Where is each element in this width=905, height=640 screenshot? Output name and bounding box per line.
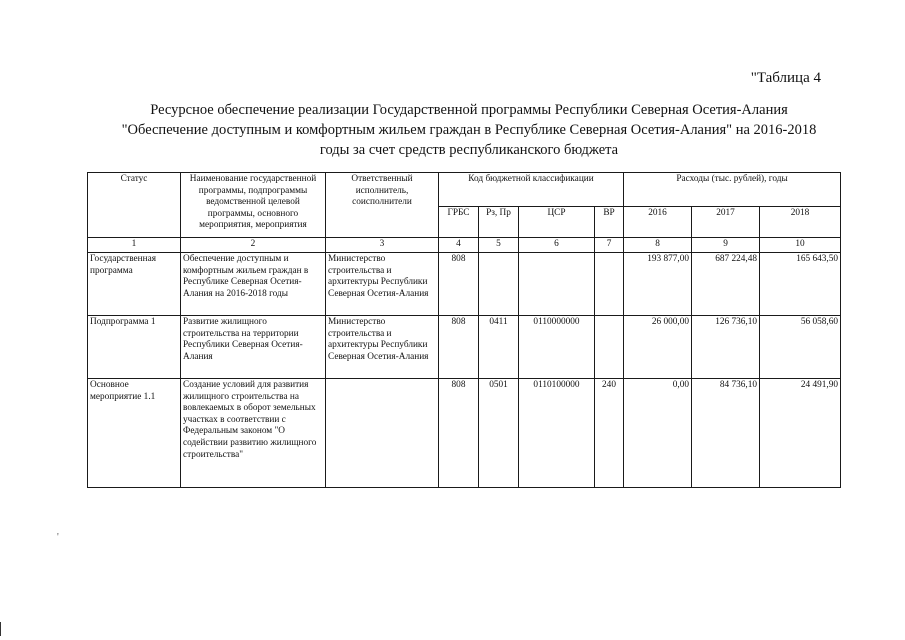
cell-status: Государственная программа: [88, 253, 181, 316]
cell-2018: 56 058,60: [760, 316, 841, 379]
header-csr: ЦСР: [519, 206, 595, 237]
cell-2018: 24 491,90: [760, 379, 841, 488]
cell-csr: 0110000000: [519, 316, 595, 379]
column-number: 6: [519, 238, 595, 253]
cell-csr: [519, 253, 595, 316]
column-number: 4: [439, 238, 479, 253]
header-expenses: Расходы (тыс. рублей), годы: [624, 173, 841, 207]
table-row: [88, 253, 841, 316]
cell-csr: 0110100000: [519, 379, 595, 488]
header-2017: 2017: [692, 206, 760, 237]
scan-edge-mark: [0, 622, 1, 636]
column-number: 7: [595, 238, 624, 253]
header-row-1: [88, 173, 841, 207]
cell-status: Подпрограмма 1: [88, 316, 181, 379]
header-status: Статус: [88, 173, 181, 238]
column-number: 5: [479, 238, 519, 253]
table-number-label: "Таблица 4: [750, 70, 821, 86]
cell-grbs: 808: [439, 379, 479, 488]
title-line-2: "Обеспечение доступным и комфортным жильем граждан в Республике Северная Осетия-Алания" на 2016-2018: [121, 122, 817, 138]
column-number: 3: [326, 238, 439, 253]
cell-rz-pr: 0411: [479, 316, 519, 379]
cell-executor: [326, 379, 439, 488]
column-number: 9: [692, 238, 760, 253]
column-number: 2: [181, 238, 326, 253]
cell-executor: Министерство строительства и архитектуры Республики Северная Осетия-Алания: [326, 253, 439, 316]
cell-2016: 0,00: [624, 379, 692, 488]
header-rz-pr: Рз, Пр: [479, 206, 519, 237]
cell-name: Развитие жилищного строительства на территории Республики Северная Осетия-Алания: [181, 316, 326, 379]
cell-2017: 126 736,10: [692, 316, 760, 379]
table-row: [88, 316, 841, 379]
column-number: 1: [88, 238, 181, 253]
header-name: Наименование государственной программы, подпрограммы ведомственной целевой программы, основного мероприятия, мероприятия: [181, 173, 326, 238]
table-row: [88, 379, 841, 488]
resource-table: [87, 172, 841, 488]
cell-vr: [595, 253, 624, 316]
header-budget-code: Код бюджетной классификации: [439, 173, 624, 207]
document-title: [110, 100, 828, 160]
cell-rz-pr: 0501: [479, 379, 519, 488]
header-2018: 2018: [760, 206, 841, 237]
cell-name: Создание условий для развития жилищного строительства на вовлекаемых в оборот земельных участках в соответствии с Федеральным законом "О содействии развитию жилищного строительства": [181, 379, 326, 488]
title-line-1: Ресурсное обеспечение реализации Государственной программы Республики Северная Осетия-Алания: [150, 102, 788, 118]
stray-scan-mark: ': [57, 532, 59, 543]
cell-2018: 165 643,50: [760, 253, 841, 316]
cell-2017: 687 224,48: [692, 253, 760, 316]
column-number-row: [88, 238, 841, 253]
cell-rz-pr: [479, 253, 519, 316]
cell-name: Обеспечение доступным и комфортным жильем граждан в Республике Северная Осетия-Алания на 2016-2018 годы: [181, 253, 326, 316]
header-executor: Ответственный исполнитель, соисполнители: [326, 173, 439, 238]
cell-2016: 26 000,00: [624, 316, 692, 379]
cell-grbs: 808: [439, 316, 479, 379]
cell-grbs: 808: [439, 253, 479, 316]
cell-vr: [595, 316, 624, 379]
header-vr: ВР: [595, 206, 624, 237]
cell-2017: 84 736,10: [692, 379, 760, 488]
title-line-3: годы за счет средств республиканского бюджета: [319, 142, 619, 158]
cell-executor: Министерство строительства и архитектуры Республики Северная Осетия-Алания: [326, 316, 439, 379]
column-number: 10: [760, 238, 841, 253]
cell-status: Основное мероприятие 1.1: [88, 379, 181, 488]
cell-2016: 193 877,00: [624, 253, 692, 316]
column-number: 8: [624, 238, 692, 253]
header-grbs: ГРБС: [439, 206, 479, 237]
header-2016: 2016: [624, 206, 692, 237]
cell-vr: 240: [595, 379, 624, 488]
